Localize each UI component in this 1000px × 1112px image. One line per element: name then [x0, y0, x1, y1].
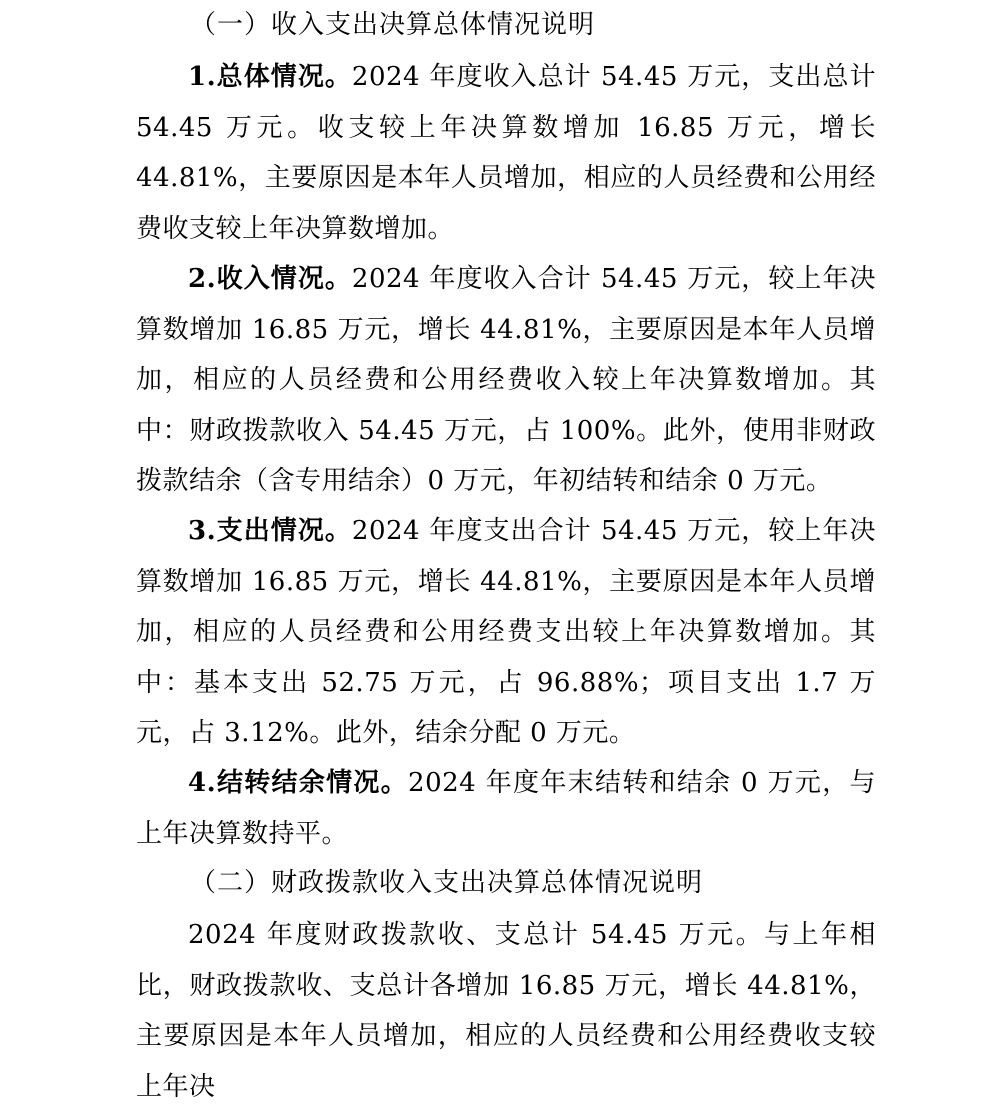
paragraph-income-situation — [136, 254, 876, 507]
paragraph-lead-expenditure: 3.支出情况。 — [188, 516, 352, 546]
paragraph-lead-carryover: 4.结转结余情况。 — [188, 768, 409, 798]
paragraph-overall-situation — [136, 52, 876, 254]
section-heading-fiscal-appropriation-overview: （二）财政拨款收入支出决算总体情况说明 — [190, 868, 704, 898]
paragraph-body-expenditure: 2024 年度支出合计 54.45 万元，较上年决算数增加 16.85 万元，增长 44.81%，主要原因是本年人员增加，相应的人员经费和公用经费支出较上年决算数增加。其中：基本支出 52.75 万元，占 96.88%；项目支出 1.7 万元，占 3.12%。此外，结余分配 0 万元。 — [136, 516, 876, 749]
paragraph-carryover-surplus — [136, 758, 876, 859]
paragraph-expenditure-situation — [136, 506, 876, 759]
paragraph-body-carryover: 2024 年度年末结转和结余 0 万元，与上年决算数持平。 — [136, 768, 876, 849]
section-heading-income-expenditure-overview: （一）收入支出决算总体情况说明 — [190, 10, 596, 40]
paragraph-lead-income: 2.收入情况。 — [188, 264, 352, 294]
paragraph-fiscal-appropriation: 2024 年度财政拨款收、支总计 54.45 万元。与上年相比，财政拨款收、支总计各增加 16.85 万元，增长 44.81%，主要原因是本年人员增加，相应的人员经费和公用经费收支较上年决 — [136, 920, 876, 1102]
paragraph-body-overall: 2024 年度收入总计 54.45 万元，支出总计 54.45 万元。收支较上年决算数增加 16.85 万元，增长 44.81%，主要原因是本年人员增加，相应的人员经费和公用经费收支较上年决算数增加。 — [136, 62, 876, 244]
paragraph-lead-overall: 1.总体情况。 — [188, 62, 352, 92]
paragraph-body-income: 2024 年度收入合计 54.45 万元，较上年决算数增加 16.85 万元，增长 44.81%，主要原因是本年人员增加，相应的人员经费和公用经费收入较上年决算数增加。其中：财政拨款收入 54.45 万元，占 100%。此外，使用非财政拨款结余（含专用结余）0 万元，年初结转和结余 0 万元。 — [136, 264, 876, 497]
